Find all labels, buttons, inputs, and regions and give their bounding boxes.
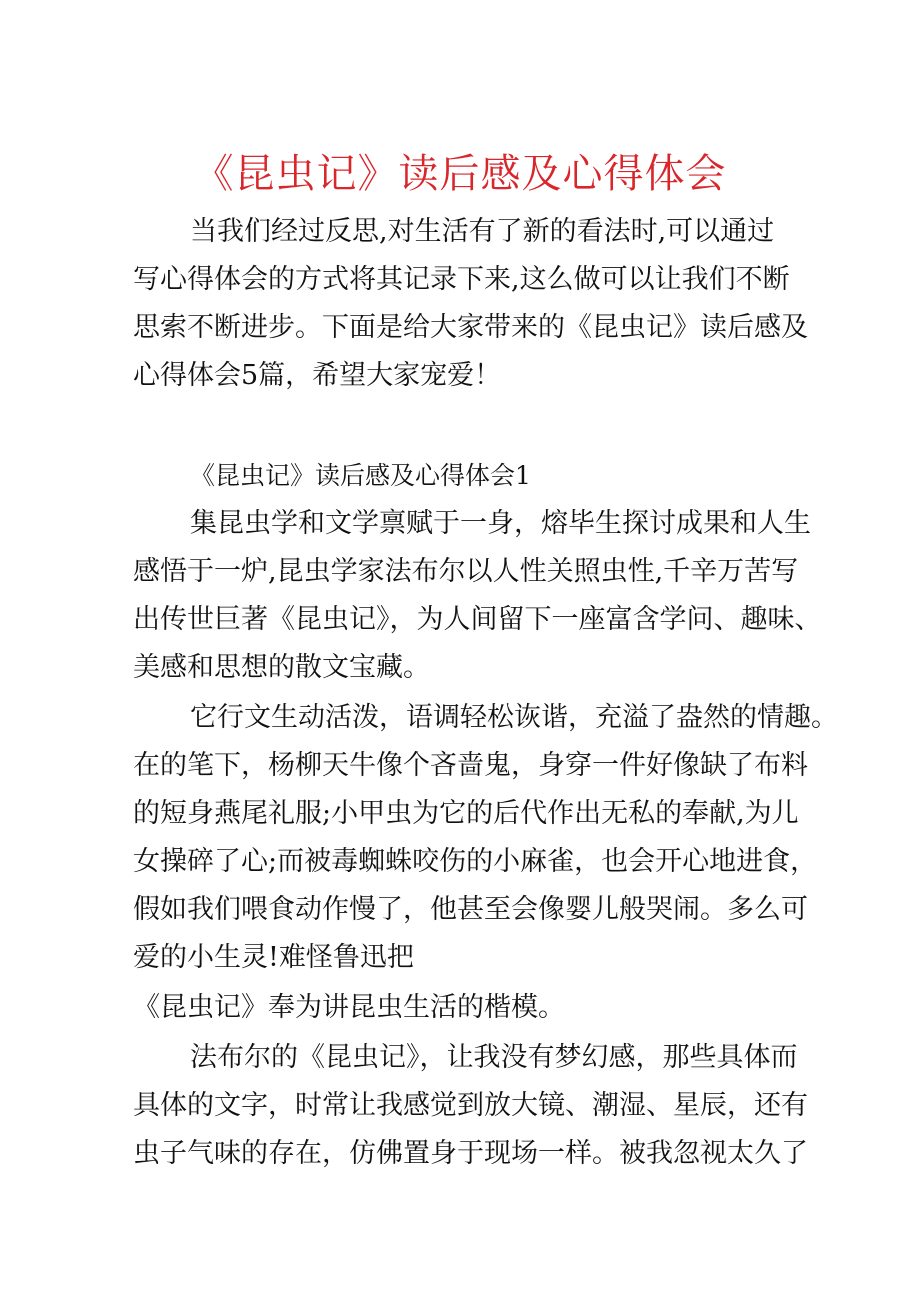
paragraph-line: 虫子气味的存在，仿佛置身于现场一样。被我忽视太久了 (133, 1138, 808, 1169)
paragraph-line: 假如我们喂食动作慢了，他甚至会像婴儿般哭闹。多么可 (133, 894, 808, 925)
paragraph-line: 感悟于一炉,昆虫学家法布尔以人性关照虫性,千辛万苦写 (133, 556, 799, 587)
paragraph-line: 在的笔下，杨柳天牛像个吝啬鬼，身穿一件好像缺了布料 (133, 750, 808, 781)
paragraph-line: 法布尔的《昆虫记》，让我没有梦幻感，那些具体而 (190, 1042, 798, 1073)
paragraph-line: 女操碎了心;而被毒蜘蛛咬伤的小麻雀，也会开心地进食， (133, 846, 818, 877)
intro-line: 思索不断进步。下面是给大家带来的《昆虫记》读后感及 (133, 312, 808, 343)
paragraph-line: 它行文生动活泼，语调轻松诙谐，充溢了盎然的情趣。 (190, 702, 838, 733)
paragraph-line: 集昆虫学和文学禀赋于一身，熔毕生探讨成果和人生 (190, 508, 811, 539)
section-heading: 《昆虫记》读后感及心得体会1 (190, 461, 531, 490)
intro-line: 写心得体会的方式将其记录下来,这么做可以让我们不断 (133, 264, 790, 295)
paragraph-line: 美感和思想的散文宝藏。 (133, 652, 430, 683)
paragraph-line: 爱的小生灵!难怪鲁迅把 (133, 942, 414, 973)
paragraph-line: 出传世巨著《昆虫记》，为人间留下一座富含学问、趣味、 (133, 604, 822, 635)
intro-line: 当我们经过反思,对生活有了新的看法时,可以通过 (190, 216, 775, 247)
intro-line: 心得体会5篇，希望大家宠爱！ (133, 360, 502, 391)
paragraph-line: 具体的文字，时常让我感觉到放大镜、潮湿、星辰，还有 (133, 1090, 808, 1121)
document-title: 《昆虫记》读后感及心得体会 (193, 151, 727, 197)
paragraph-line: 《昆虫记》奉为讲昆虫生活的楷模。 (133, 992, 565, 1023)
paragraph-line: 的短身燕尾礼服;小甲虫为它的后代作出无私的奉献,为儿 (133, 798, 799, 829)
